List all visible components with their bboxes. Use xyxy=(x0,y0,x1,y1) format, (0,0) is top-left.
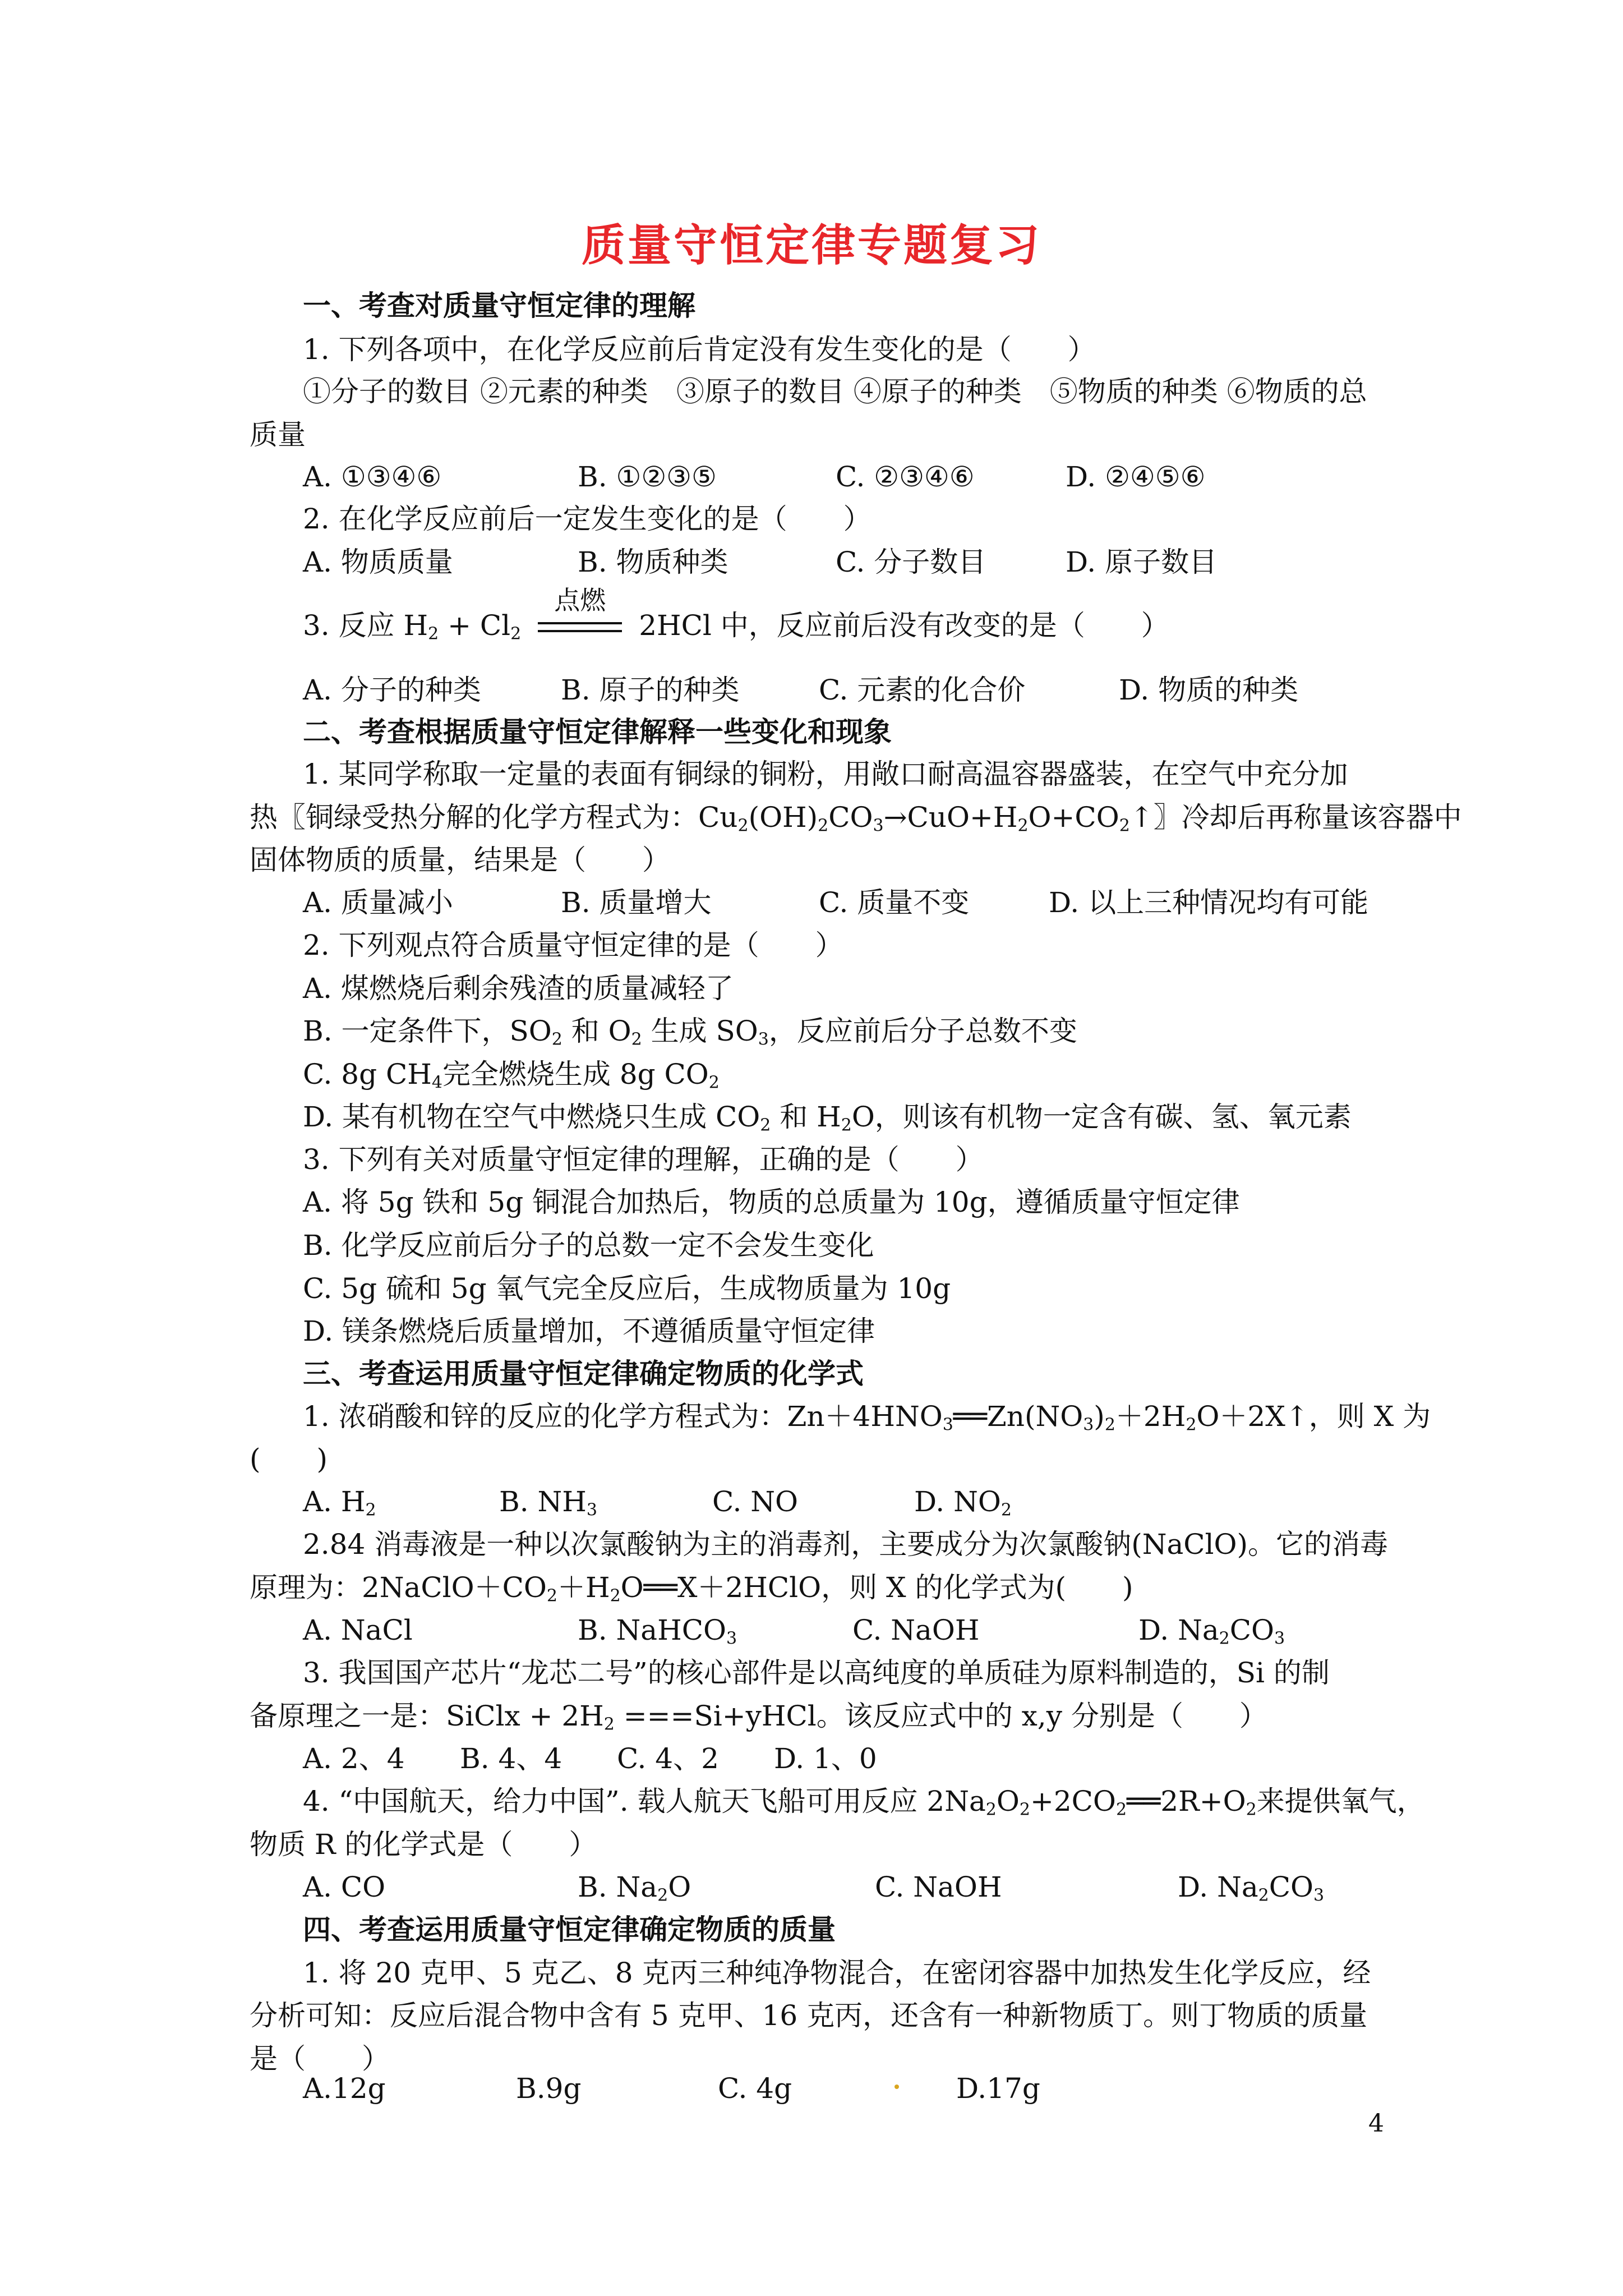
s3-q1-option-a: A. $H_2$ xyxy=(303,1485,376,1520)
s2-q2-option-d: D. 某有机物在空气中燃烧只生成 $CO_2$ 和 $H_2O$，则该有机物一定含有碳、氢、氧元素 xyxy=(303,1101,1352,1135)
s4-q1-option-b: B.9g xyxy=(516,2072,582,2105)
s1-q3-option-d: D. 物质的种类 xyxy=(1119,674,1299,706)
reaction-condition: 点燃 xyxy=(554,585,606,615)
page-number: 4 xyxy=(1368,2109,1384,2138)
s1-q2-option-a: A. 物质质量 xyxy=(303,546,453,578)
s3-q3-option-b: B. 4、4 xyxy=(460,1742,562,1775)
reaction-condition-arrow xyxy=(538,585,622,639)
s3-q3-option-c: C. 4、2 xyxy=(617,1742,719,1775)
s2-q2-stem: 2. 下列观点符合质量守恒定律的是（ ） xyxy=(303,929,843,961)
s2-q2-option-a: A. 煤燃烧后剩余残渣的质量减轻了 xyxy=(303,972,734,1005)
section-heading-1: 一、考查对质量守恒定律的理解 xyxy=(303,289,695,322)
s3-q1-option-c: C. NO xyxy=(712,1485,799,1518)
s4-q1-line3: 是（ ） xyxy=(250,2042,390,2075)
s1-q1-line3: 质量 xyxy=(250,418,306,451)
s1-q2-option-b: B. 物质种类 xyxy=(578,546,728,578)
s3-q3-option-a: A. 2、4 xyxy=(303,1742,405,1775)
s3-q4-option-d: D. $Na_2CO_3$ xyxy=(1178,1871,1325,1906)
sub-2: 2 xyxy=(428,624,439,644)
stray-mark xyxy=(895,2085,899,2089)
s1-q3-mid: + Cl xyxy=(439,609,511,642)
s4-q1-line1: 1. 将 20 克甲、5 克乙、8 克丙三种纯净物混合，在密闭容器中加热发生化学反应，经 xyxy=(303,1957,1371,1989)
s1-q3-pre: 3. 反应 H xyxy=(303,609,428,642)
s3-q4-option-b: B. $Na_2O$ xyxy=(578,1871,691,1906)
section-heading-2: 二、考查根据质量守恒定律解释一些变化和现象 xyxy=(303,715,892,748)
s1-q2-option-c: C. 分子数目 xyxy=(836,546,986,578)
s2-q1-option-b: B. 质量增大 xyxy=(561,886,712,919)
s1-q2-stem: 2. 在化学反应前后一定发生变化的是（ ） xyxy=(303,503,872,535)
s1-q3-option-a: A. 分子的种类 xyxy=(303,674,481,706)
s3-q4-line1: 4. “中国航天，给力中国”. 载人航天飞船可用反应 $2Na_2O_2+2CO_2══2R+O_2$来提供氧气， xyxy=(303,1785,1425,1820)
s2-q1-option-c: C. 质量不变 xyxy=(819,886,970,919)
s4-q1-option-a: A.12g xyxy=(303,2072,386,2105)
s3-q1-option-d: D. $NO_2$ xyxy=(914,1485,1012,1520)
s2-q3-stem: 3. 下列有关对质量守恒定律的理解，正确的是（ ） xyxy=(303,1143,984,1176)
s3-q1-line2: ( ) xyxy=(250,1443,328,1475)
s3-q2-option-c: C. NaOH xyxy=(852,1614,980,1646)
s4-q1-line2: 分析可知：反应后混合物中含有 5 克甲、16 克丙，还含有一种新物质丁。则丁物质的质量 xyxy=(250,1999,1368,2032)
section-heading-3: 三、考查运用质量守恒定律确定物质的化学式 xyxy=(303,1357,864,1390)
s2-q3-option-b: B. 化学反应前后分子的总数一定不会发生变化 xyxy=(303,1229,874,1262)
sub-2: 2 xyxy=(510,624,522,644)
s1-q1-option-c: C. ②③④⑥ xyxy=(836,461,975,493)
s2-q1-option-d: D. 以上三种情况均有可能 xyxy=(1049,886,1369,919)
s2-q3-option-c: C. 5g 硫和 5g 氧气完全反应后，生成物质量为 10g xyxy=(303,1272,951,1305)
s4-q1-option-c: C. 4g xyxy=(718,2072,792,2105)
s2-q1-line1: 1. 某同学称取一定量的表面有铜绿的铜粉，用敞口耐高温容器盛装，在空气中充分加 xyxy=(303,758,1348,790)
s3-q1-line1: 1. 浓硝酸和锌的反应的化学方程式为：$Zn+4HNO_3══Zn(NO_3)_2+2H_2O+2X↑$，则 X 为 xyxy=(303,1400,1431,1435)
s2-q1-line2: 热〖铜绿受热分解的化学方程式为：$Cu_2(OH)_2CO_3\to CuO+H_2O+CO_2↑$〗冷却后再称量该容器中 xyxy=(250,801,1462,836)
s2-q1-line3: 固体物质的质量，结果是（ ） xyxy=(250,844,670,876)
s1-q1-line2: ①分子的数目 ②元素的种类 ③原子的数目 ④原子的种类 ⑤物质的种类 ⑥物质的总 xyxy=(303,375,1367,408)
s3-q3-option-d: D. 1、0 xyxy=(774,1742,877,1775)
s3-q2-line1: 2.84 消毒液是一种以次氯酸钠为主的消毒剂，主要成分为次氯酸钠(NaClO)。它的消毒 xyxy=(303,1528,1389,1561)
s1-q3-option-b: B. 原子的种类 xyxy=(561,674,740,706)
s3-q2-option-b: B. NaHCO$_3$ xyxy=(578,1614,737,1649)
s1-q3-post: 2HCl 中，反应前后没有改变的是（ ） xyxy=(639,609,1169,642)
s3-q4-option-a: A. CO xyxy=(303,1871,386,1903)
s3-q3-line2: 备原理之一是：SiClx + $2H_2$ ===Si+yHCl。该反应式中的 x,y 分别是（ ） xyxy=(250,1700,1267,1734)
s1-q1-stem: 1. 下列各项中，在化学反应前后肯定没有发生变化的是（ ） xyxy=(303,333,1096,366)
s3-q4-line2: 物质 R 的化学式是（ ） xyxy=(250,1828,597,1861)
s2-q2-option-b: B. 一定条件下，$SO_2$ 和 $O_2$ 生成 $SO_3$，反应前后分子总数不变 xyxy=(303,1015,1077,1050)
s3-q2-line2: 原理为：$2NaClO+CO_2+H_2O══X+2HClO$，则 X 的化学式为( ) xyxy=(250,1571,1133,1606)
s1-q3-stem xyxy=(303,585,1169,644)
s4-q1-option-d: D.17g xyxy=(956,2072,1040,2105)
s3-q3-line1: 3. 我国国产芯片“龙芯二号”的核心部件是以高纯度的单质硅为原料制造的，Si 的制 xyxy=(303,1657,1330,1689)
s3-q2-option-a: A. NaCl xyxy=(303,1614,413,1646)
section-heading-4: 四、考查运用质量守恒定律确定物质的质量 xyxy=(303,1913,836,1946)
s1-q1-option-b: B. ①②③⑤ xyxy=(578,461,717,493)
s3-q4-option-c: C. NaOH xyxy=(875,1871,1002,1903)
document-title: 质量守恒定律专题复习 xyxy=(581,220,1041,271)
s2-q2-option-c: C. 8g $CH_4$完全燃烧生成 8g $CO_2$ xyxy=(303,1058,720,1093)
s2-q3-option-d: D. 镁条燃烧后质量增加，不遵循质量守恒定律 xyxy=(303,1315,875,1347)
s1-q3-option-c: C. 元素的化合价 xyxy=(819,674,1026,706)
s2-q3-option-a: A. 将 5g 铁和 5g 铜混合加热后，物质的总质量为 10g，遵循质量守恒定律 xyxy=(303,1186,1240,1218)
s3-q2-option-d: D. $Na_2CO_3$ xyxy=(1138,1614,1285,1649)
s3-q1-option-b: B. $NH_3$ xyxy=(499,1485,597,1520)
s1-q1-option-d: D. ②④⑤⑥ xyxy=(1066,461,1206,493)
s1-q2-option-d: D. 原子数目 xyxy=(1066,546,1218,578)
s1-q1-option-a: A. ①③④⑥ xyxy=(303,461,442,493)
s2-q1-option-a: A. 质量减小 xyxy=(303,886,453,919)
